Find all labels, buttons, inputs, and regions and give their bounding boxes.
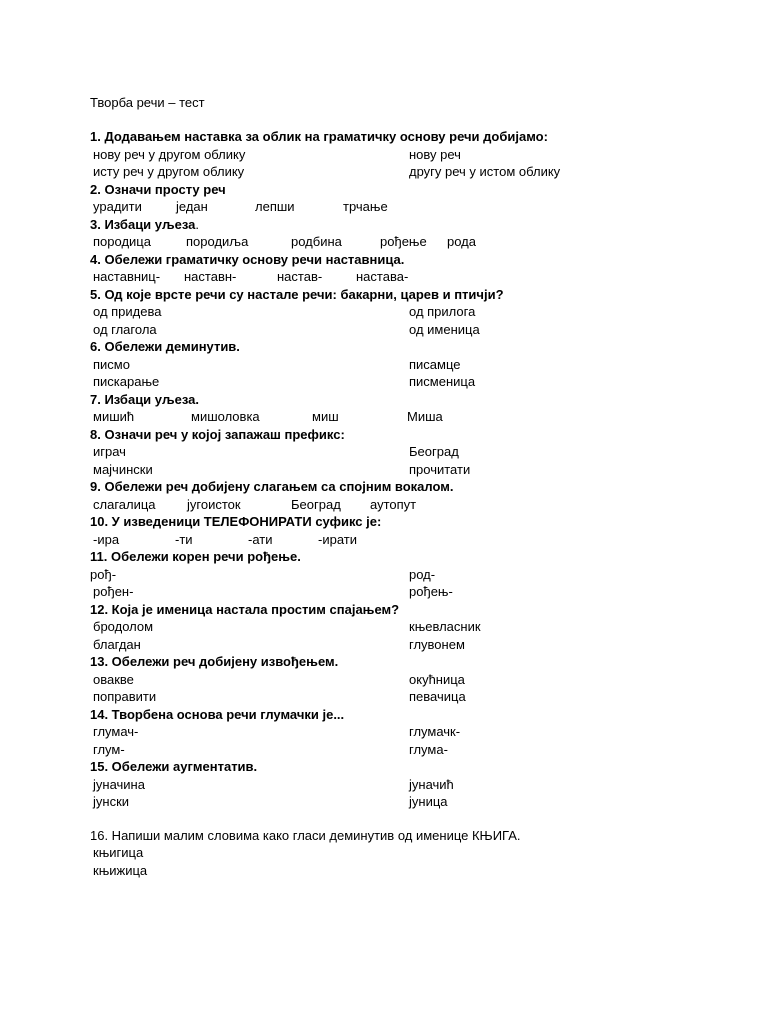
- answer-option[interactable]: рођ-: [90, 566, 117, 582]
- test-content: [90, 128, 730, 879]
- answer-option[interactable]: -ира: [93, 531, 120, 547]
- answer-row: [90, 636, 730, 654]
- question-5: 5. Од које врсте речи су настале речи: бакарни, царев и птичји?: [90, 286, 504, 302]
- answer-row: [90, 303, 730, 321]
- answer-option[interactable]: миш: [312, 409, 339, 424]
- options-row: [90, 233, 730, 251]
- answer-option[interactable]: породица: [93, 234, 151, 249]
- question-4: 4. Обележи граматичку основу речи наставница.: [90, 251, 405, 267]
- answer-option[interactable]: нову реч: [409, 146, 461, 162]
- answer-row: [90, 618, 730, 636]
- answer-option[interactable]: рођење: [380, 234, 427, 249]
- options-row: [90, 268, 730, 286]
- answer-row: [90, 671, 730, 689]
- question-13: 13. Обележи реч добијену извођењем.: [90, 654, 339, 669]
- answer-option[interactable]: глувонем: [409, 636, 465, 652]
- question-10: 10. У изведеници ТЕЛЕФОНИРАТИ суфикс је:: [90, 514, 382, 529]
- answer-option[interactable]: родбина: [291, 234, 342, 249]
- answer-option[interactable]: књижица: [93, 862, 148, 878]
- answer-option[interactable]: урадити: [93, 199, 142, 214]
- answer-option[interactable]: књигица: [93, 845, 144, 860]
- question-1: 1. Додавањем наставка за облик на граматичку основу речи добијамо:: [90, 129, 548, 144]
- answer-row: [90, 776, 730, 794]
- answer-row: [90, 356, 730, 374]
- options-row: [90, 408, 730, 426]
- options-row: [90, 531, 730, 549]
- answer-row: [90, 146, 730, 164]
- question-16: 16. Напиши малим словима како гласи деминутив од именице КЊИГА.: [90, 827, 521, 843]
- answer-option[interactable]: јуначина: [93, 776, 145, 792]
- answer-option[interactable]: лепши: [255, 199, 295, 214]
- answer-row: [90, 443, 730, 461]
- answer-option[interactable]: рођен-: [93, 584, 134, 599]
- answer-option[interactable]: аутопут: [370, 496, 417, 512]
- question-14: 14. Творбена основа речи глумачки је...: [90, 706, 345, 722]
- answer-option[interactable]: глума-: [409, 741, 448, 757]
- answer-row: [90, 723, 730, 741]
- answer-option[interactable]: -ати: [248, 531, 273, 547]
- question-11: 11. Обележи корен речи рођење.: [90, 549, 301, 564]
- answer-option[interactable]: Миша: [407, 409, 443, 424]
- answer-option[interactable]: глумачк-: [409, 724, 461, 739]
- answer-option[interactable]: прочитати: [409, 461, 471, 477]
- answer-option[interactable]: од прилога: [409, 304, 476, 319]
- answer-option[interactable]: глумач-: [93, 724, 139, 739]
- question-6: 6. Обележи деминутив.: [90, 339, 240, 354]
- answer-option[interactable]: слагалица: [93, 496, 156, 512]
- answer-option[interactable]: јунски: [93, 794, 130, 809]
- answer-option[interactable]: глум-: [93, 741, 125, 757]
- answer-option[interactable]: писменица: [409, 374, 476, 389]
- answer-option[interactable]: овакве: [93, 671, 134, 687]
- answer-option[interactable]: настава-: [356, 269, 409, 284]
- document-title: Творба речи – тест: [90, 95, 205, 110]
- answer-option[interactable]: -ирати: [318, 531, 357, 547]
- answer-option[interactable]: играч: [93, 444, 126, 459]
- answer-row: [90, 566, 730, 584]
- answer-row: [90, 741, 730, 759]
- answer-option[interactable]: од придева: [93, 304, 162, 319]
- answer-option[interactable]: од именица: [409, 321, 480, 337]
- answer-option[interactable]: рођењ-: [409, 584, 453, 599]
- answer-option[interactable]: -ти: [175, 531, 193, 547]
- answer-option[interactable]: пискарање: [93, 374, 160, 389]
- question-8: 8. Означи реч у којој запажаш префикс:: [90, 426, 345, 442]
- answer-option[interactable]: наставниц-: [93, 269, 161, 284]
- answer-row: [90, 688, 730, 706]
- answer-option[interactable]: Београд: [409, 444, 459, 459]
- answer-option[interactable]: један: [176, 199, 208, 214]
- answer-option[interactable]: поправити: [93, 689, 157, 704]
- answer-option[interactable]: окућница: [409, 671, 465, 687]
- question-7: 7. Избаци уљеза.: [90, 391, 199, 407]
- answer-option[interactable]: јуначић: [409, 776, 454, 792]
- answer-option[interactable]: трчање: [343, 199, 388, 214]
- answer-option[interactable]: од глагола: [93, 321, 157, 337]
- answer-option[interactable]: нову реч у другом облику: [93, 146, 246, 162]
- answer-option[interactable]: наставн-: [184, 269, 237, 284]
- answer-option[interactable]: мишоловка: [191, 409, 260, 424]
- answer-option[interactable]: певачица: [409, 689, 466, 704]
- answer-row: [90, 793, 730, 811]
- answer-option[interactable]: исту реч у другом облику: [93, 164, 245, 179]
- question-3: 3. Избаци уљеза.: [90, 216, 199, 232]
- answer-option[interactable]: благдан: [93, 636, 141, 652]
- answer-option[interactable]: мишић: [93, 409, 135, 424]
- answer-option[interactable]: рода: [447, 234, 476, 249]
- question-12: 12. Која је именица настала простим спајањем?: [90, 601, 400, 617]
- answer-option[interactable]: мајчински: [93, 461, 153, 477]
- question-15: 15. Обележи аугментатив.: [90, 759, 258, 774]
- answer-option[interactable]: књевласник: [409, 619, 481, 634]
- spacer: [90, 811, 730, 827]
- answer-row: [90, 461, 730, 479]
- options-row: [90, 496, 730, 514]
- answer-option[interactable]: настав-: [277, 269, 323, 284]
- answer-option[interactable]: Београд: [291, 496, 341, 512]
- answer-option[interactable]: другу реч у истом облику: [409, 164, 561, 179]
- answer-option[interactable]: род-: [409, 566, 436, 582]
- answer-row: [90, 321, 730, 339]
- options-row: [90, 198, 730, 216]
- question-9: 9. Обележи реч добијену слагањем са спојним вокалом.: [90, 479, 454, 494]
- question-2: 2. Означи просту реч: [90, 181, 226, 197]
- answer-row: [90, 163, 730, 181]
- answer-row: [90, 583, 730, 601]
- answer-option[interactable]: југоисток: [187, 496, 241, 512]
- answer-option[interactable]: бродолом: [93, 619, 154, 634]
- answer-row: [90, 373, 730, 391]
- answer-option[interactable]: писмо: [93, 356, 130, 372]
- answer-option[interactable]: јуница: [409, 794, 448, 809]
- answer-option[interactable]: писамце: [409, 356, 461, 372]
- answer-option[interactable]: породиља: [186, 234, 249, 249]
